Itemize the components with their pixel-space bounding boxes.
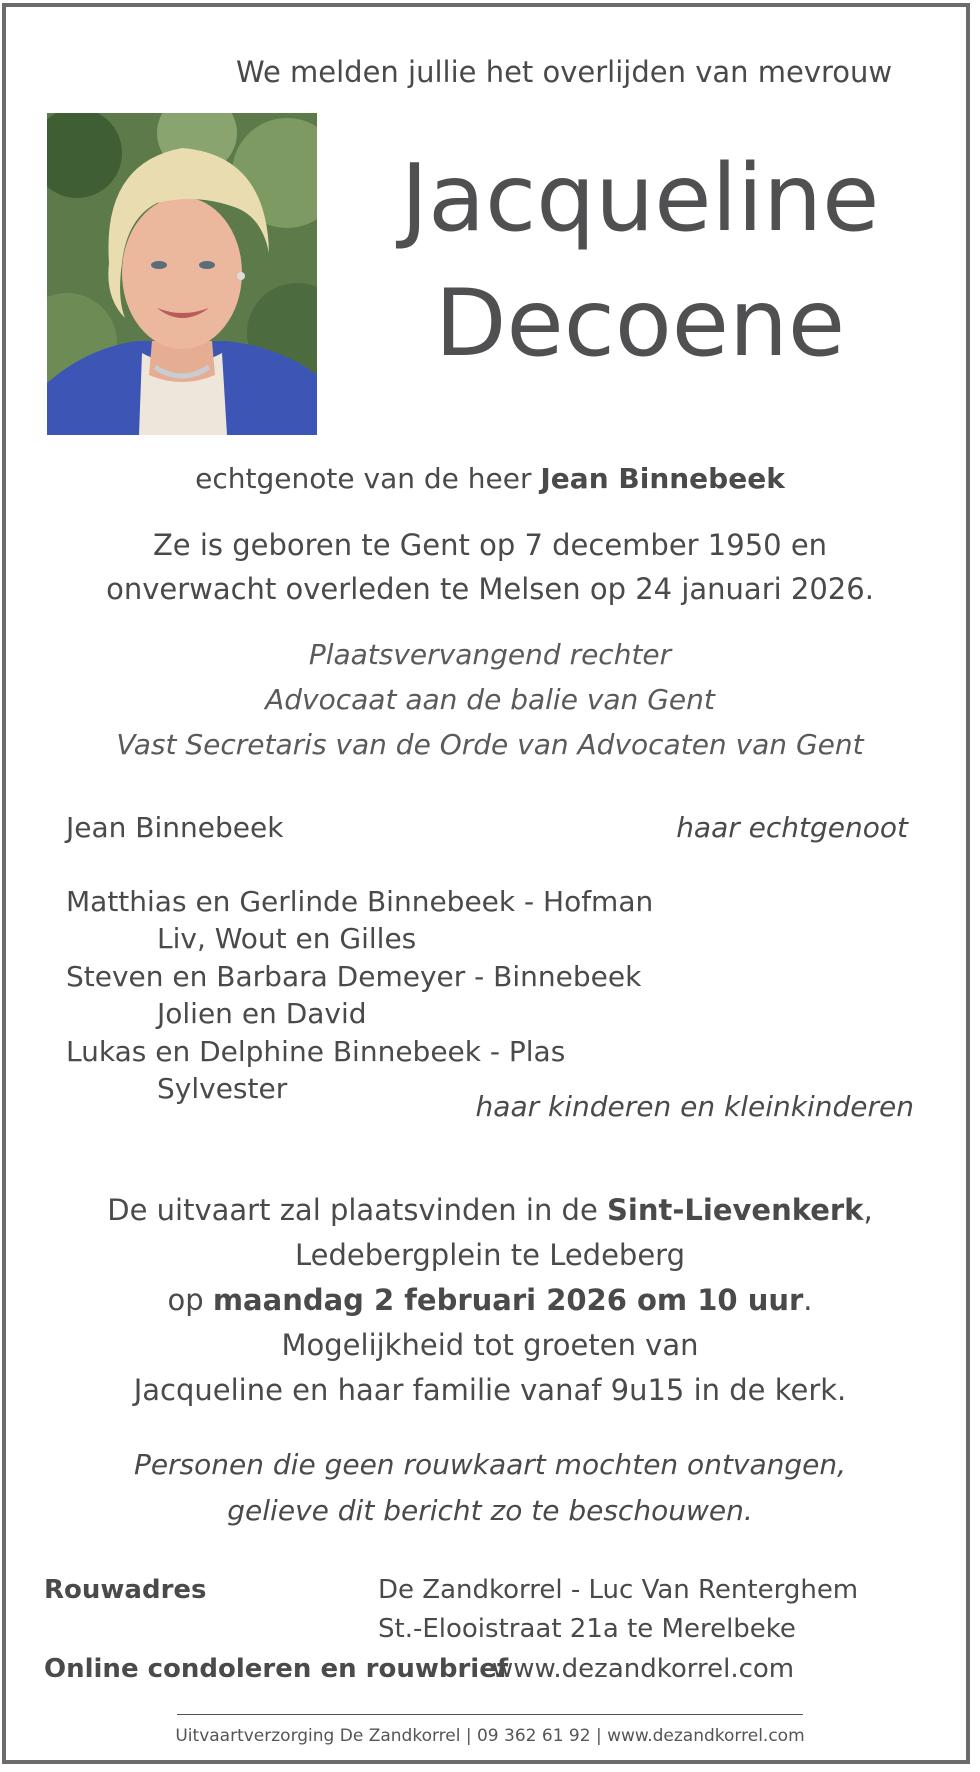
funeral-l3-suffix: . [803, 1283, 813, 1317]
funeral-line-3 [0, 1278, 980, 1323]
address-line-1: De Zandkorrel - Luc Van Renterghem [378, 1575, 859, 1605]
child-family-3: Lukas en Delphine Binnebeek - Plas [66, 1035, 566, 1068]
funeral-date: maandag 2 februari 2026 om 10 uur [212, 1283, 804, 1317]
funeral-l1-prefix: De uitvaart zal plaatsvinden in de [107, 1193, 608, 1227]
footer-text: Uitvaartverzorging De Zandkorrel | 09 362 61 92 | www.dezandkorrel.com [175, 1726, 805, 1746]
funeral-l3-prefix: op [167, 1283, 213, 1317]
funeral-info [0, 1188, 980, 1413]
footer-divider [177, 1714, 803, 1715]
address-label: Rouwadres [44, 1575, 207, 1605]
online-label: Online condoleren en rouwbrief [44, 1654, 509, 1684]
portrait-photo [47, 113, 317, 435]
born-line-2: onverwacht overleden te Melsen op 24 januari 2026. [106, 572, 874, 606]
funeral-line-4: Mogelijkheid tot groeten van [281, 1328, 699, 1362]
deceased-first-name: Jacqueline [400, 144, 880, 252]
online-url-link[interactable]: www.dezandkorrel.com [492, 1654, 795, 1684]
intro-text: We melden jullie het overlijden van mevrouw [236, 55, 893, 89]
grandchildren-1: Liv, Wout en Gilles [157, 922, 417, 955]
note-line-1: Personen die geen rouwkaart mochten ontvangen, [133, 1448, 847, 1481]
born-line-1: Ze is geboren te Gent op 7 december 1950 en [152, 528, 828, 562]
grandchildren-2: Jolien en David [157, 997, 367, 1030]
title-line-2: Advocaat aan de balie van Gent [265, 683, 715, 716]
spouse-name: Jean Binnebeek [540, 462, 785, 495]
child-family-1: Matthias en Gerlinde Binnebeek - Hofman [66, 885, 654, 918]
church-name: Sint-Lievenkerk [607, 1193, 864, 1227]
grandchildren-3: Sylvester [157, 1072, 288, 1105]
funeral-line-1 [0, 1188, 980, 1233]
child-family-2: Steven en Barbara Demeyer - Binnebeek [66, 960, 642, 993]
note-line-2: gelieve dit bericht zo te beschouwen. [227, 1494, 753, 1527]
funeral-line-2: Ledebergplein te Ledeberg [294, 1238, 685, 1272]
mourning-note [0, 1442, 980, 1534]
husband-name: Jean Binnebeek [66, 811, 284, 844]
husband-role: haar echtgenoot [676, 811, 908, 844]
children-role: haar kinderen en kleinkinderen [475, 1090, 914, 1123]
spouse-prefix: echtgenote van de heer [195, 462, 541, 495]
address-line-2: St.-Elooistraat 21a te Merelbeke [378, 1614, 796, 1644]
funeral-line-5: Jacqueline en haar familie vanaf 9u15 in de kerk. [133, 1373, 847, 1407]
professional-titles [0, 632, 980, 767]
title-line-3: Vast Secretaris van de Orde van Advocaten van Gent [116, 728, 864, 761]
birth-death-info [0, 523, 980, 611]
title-line-1: Plaatsvervangend rechter [308, 638, 672, 671]
deceased-last-name: Decoene [434, 269, 846, 377]
funeral-l1-suffix: , [863, 1193, 873, 1227]
spouse-line [0, 462, 980, 495]
